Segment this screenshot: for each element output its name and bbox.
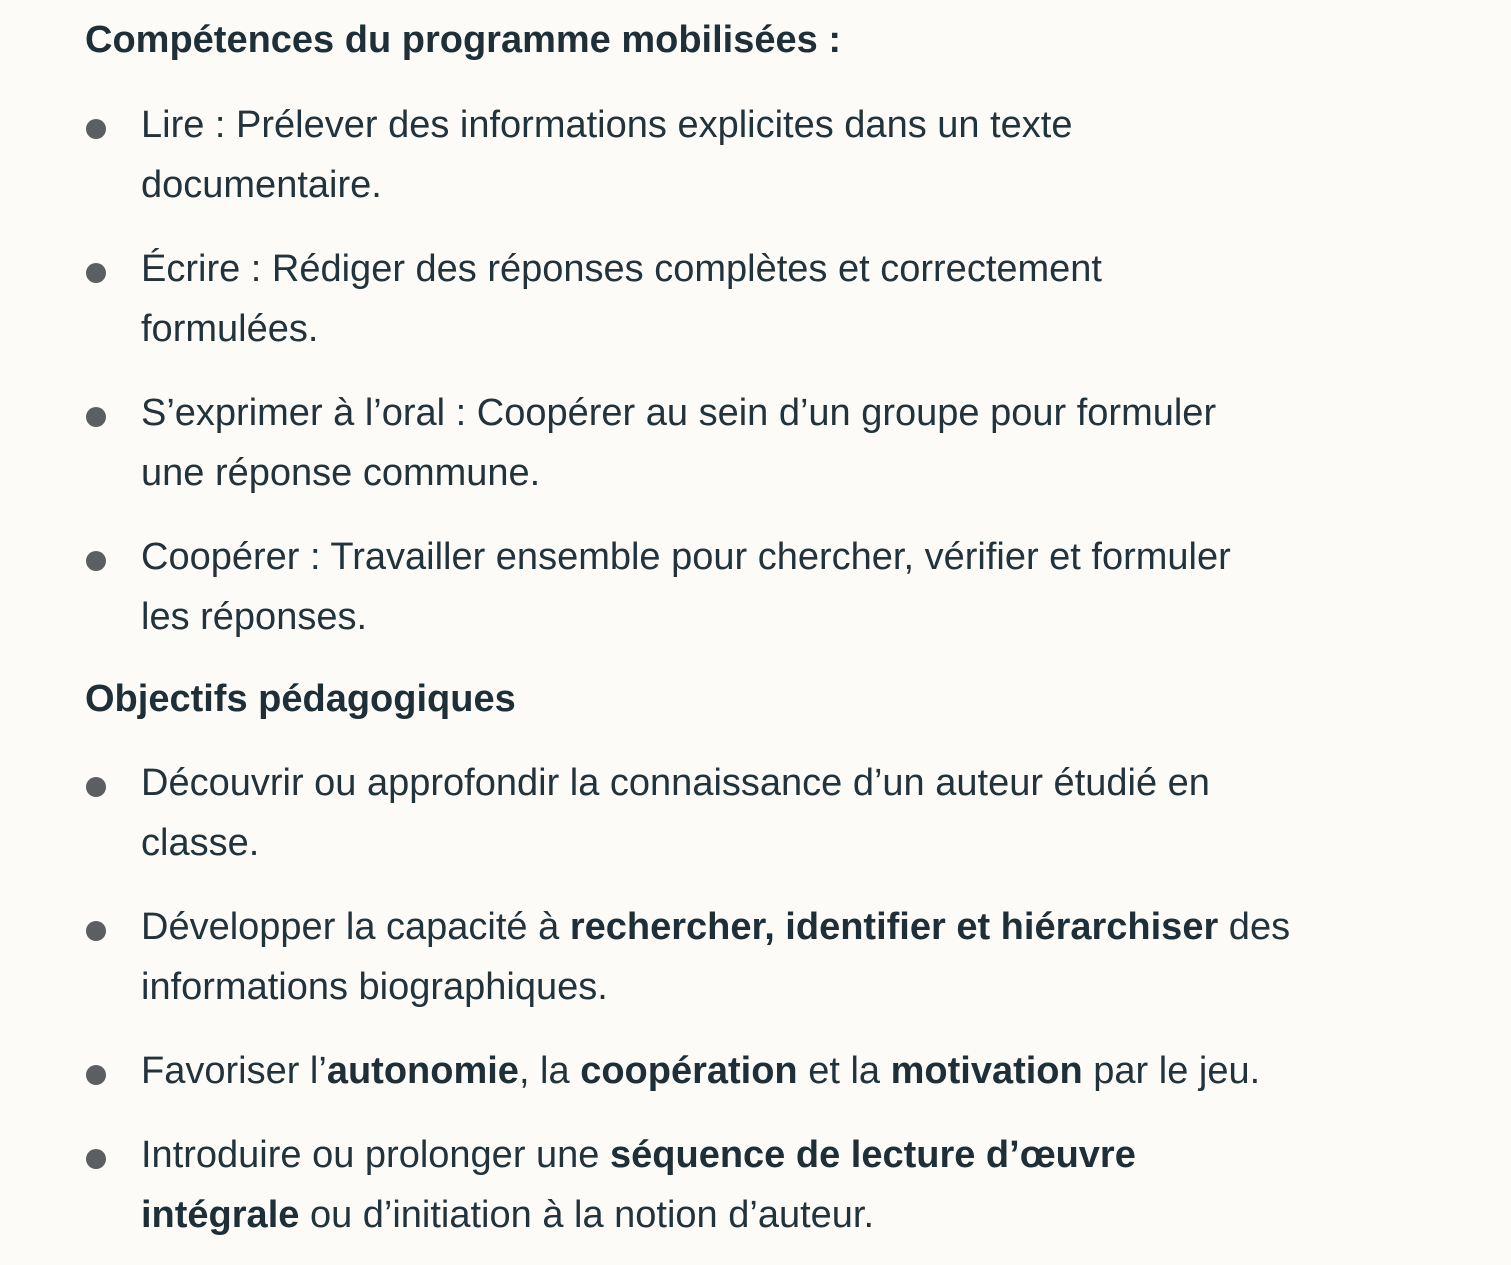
item-line: classe. — [141, 822, 260, 864]
objectifs-list — [85, 753, 1455, 1245]
item-line — [141, 1185, 1455, 1245]
item-line — [141, 897, 1455, 957]
list-item — [85, 1041, 1455, 1101]
bullet-icon — [86, 1065, 106, 1085]
bold-text: coopération — [580, 1050, 798, 1092]
item-line: une réponse commune. — [141, 452, 541, 494]
text-run: par le jeu. — [1082, 1050, 1261, 1092]
objectifs-heading: Objectifs pédagogiques — [85, 678, 516, 720]
item-line: Lire : Prélever des informations explicites dans un texte — [141, 104, 1073, 146]
text-run: Introduire ou prolonger une — [141, 1134, 610, 1176]
text-run: ou d’initiation à la notion d’auteur. — [299, 1194, 875, 1236]
item-line: Coopérer : Travailler ensemble pour chercher, vérifier et formuler — [141, 536, 1231, 578]
item-line: les réponses. — [141, 596, 368, 638]
list-item — [85, 383, 1455, 503]
item-line: informations biographiques. — [141, 966, 608, 1008]
text-run: Développer la capacité à — [141, 906, 570, 948]
competences-heading: Compétences du programme mobilisées : — [85, 19, 841, 61]
text-run: et la — [797, 1050, 891, 1092]
bold-text: motivation — [890, 1050, 1083, 1092]
item-line: Découvrir ou approfondir la connaissance d’un auteur étudié en — [141, 762, 1210, 804]
item-line: S’exprimer à l’oral : Coopérer au sein d’un groupe pour formuler — [141, 392, 1217, 434]
competences-list — [85, 95, 1455, 647]
list-item — [85, 95, 1455, 215]
item-line: formulées. — [141, 308, 319, 350]
text-run: Favoriser l’ — [141, 1050, 327, 1092]
item-line: documentaire. — [141, 164, 382, 206]
list-item — [85, 753, 1455, 873]
item-line: Écrire : Rédiger des réponses complètes et correctement — [141, 248, 1102, 290]
bullet-icon — [86, 119, 106, 139]
text-run: , la — [518, 1050, 581, 1092]
item-line — [141, 1125, 1455, 1185]
bullet-icon — [86, 407, 106, 427]
list-item — [85, 1125, 1455, 1245]
bold-text: autonomie — [326, 1050, 519, 1092]
bullet-icon — [86, 263, 106, 283]
bullet-icon — [86, 777, 106, 797]
bold-text: séquence de lecture d’œuvre — [610, 1134, 1136, 1176]
bold-text: rechercher, identifier et hiérarchiser — [569, 906, 1219, 948]
list-item — [85, 527, 1455, 647]
bold-text: intégrale — [141, 1194, 300, 1236]
list-item — [85, 239, 1455, 359]
text-run: des — [1218, 906, 1291, 948]
list-item — [85, 897, 1455, 1017]
item-line — [141, 1041, 1455, 1101]
bullet-icon — [86, 921, 106, 941]
bullet-icon — [86, 551, 106, 571]
bullet-icon — [86, 1149, 106, 1169]
